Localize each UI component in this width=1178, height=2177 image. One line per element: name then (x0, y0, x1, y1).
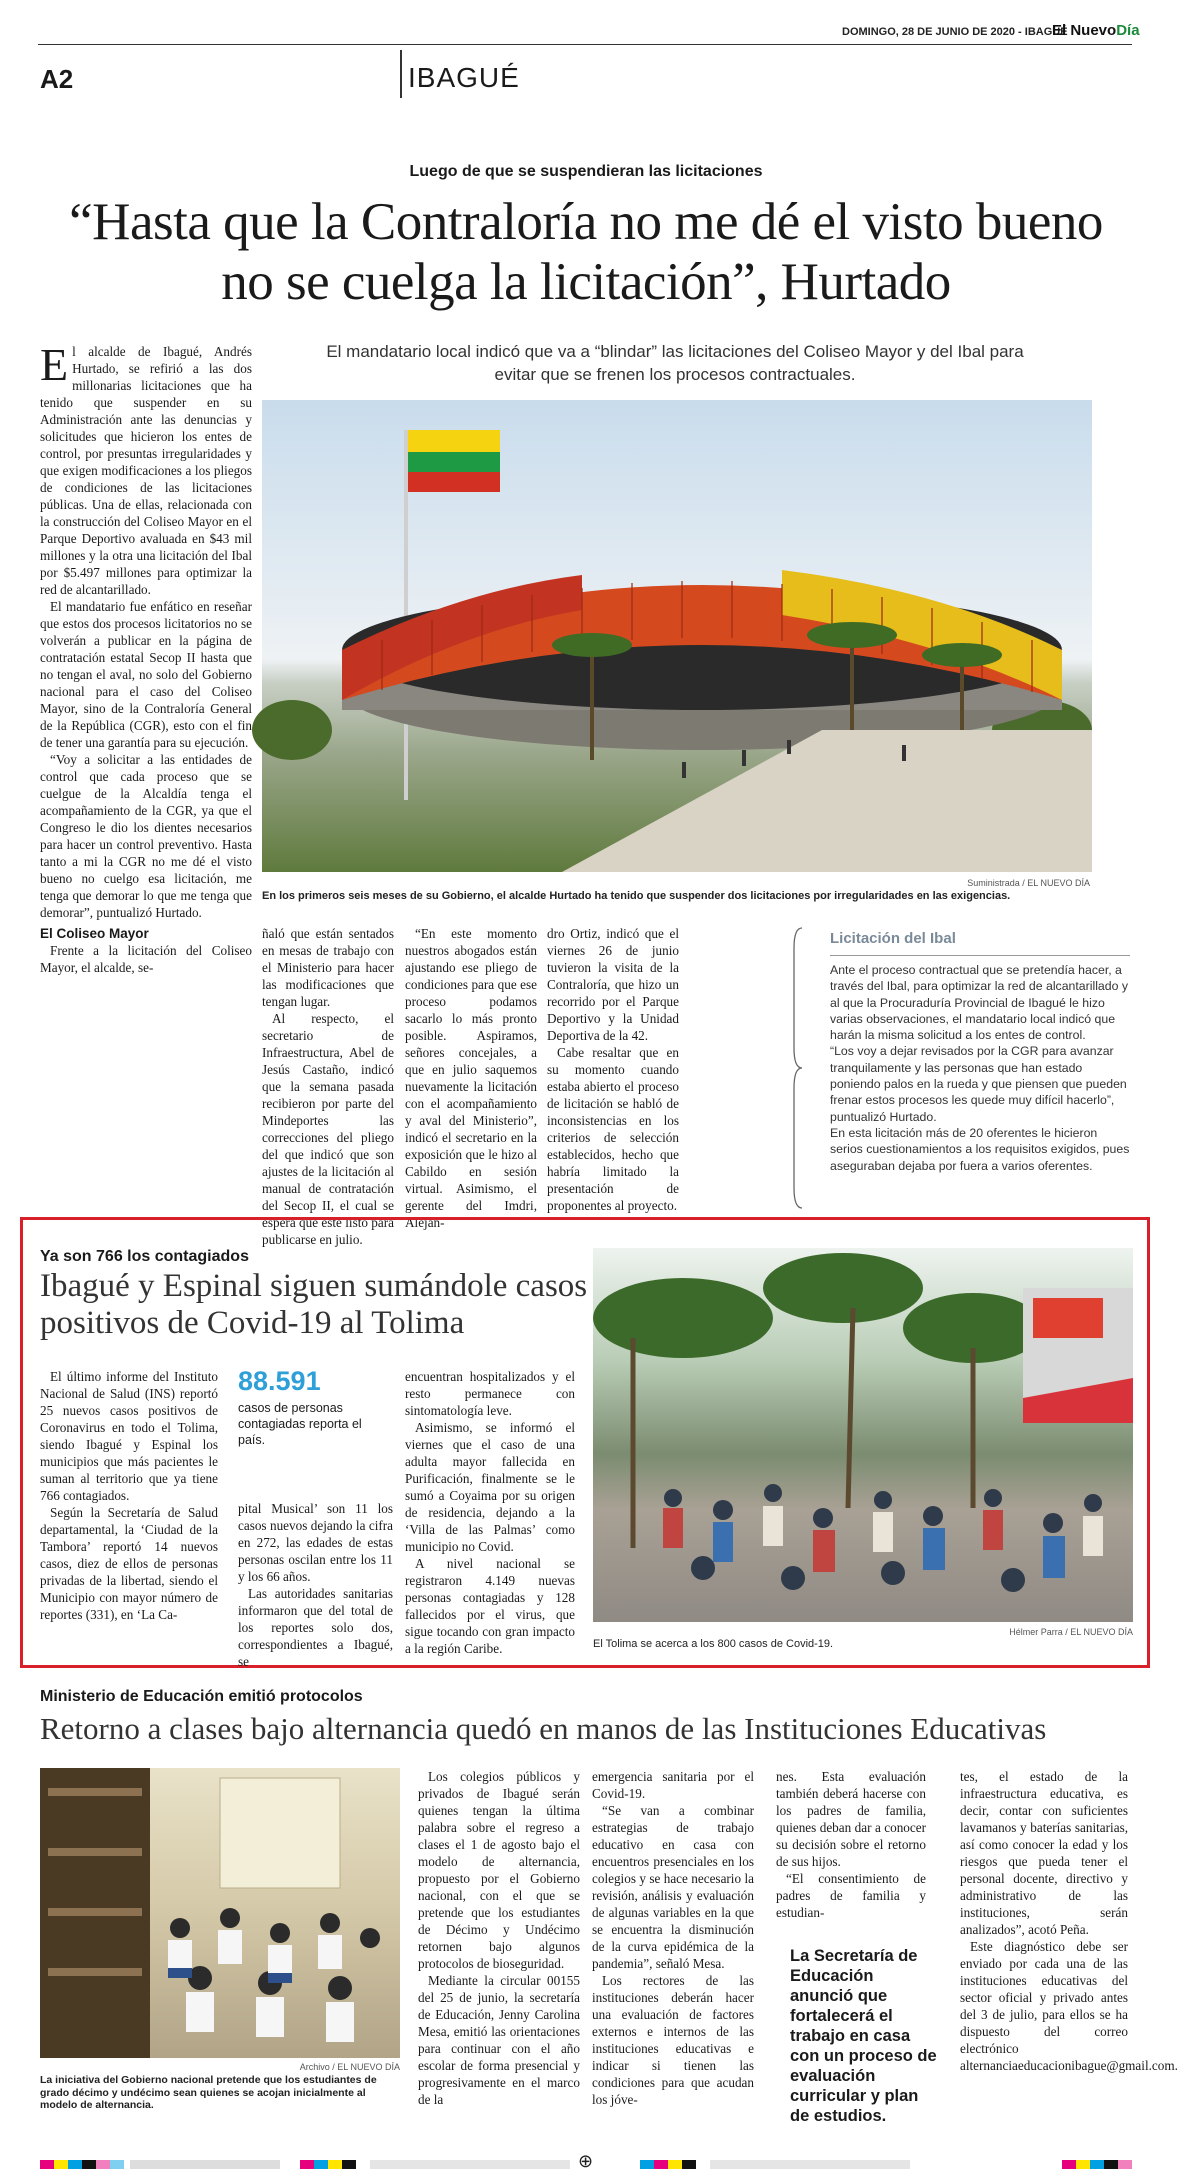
coliseum-photo (262, 400, 1092, 872)
sidebar-text (830, 962, 1130, 1174)
story1-kicker: Luego de que se suspendieran las licitaciones (409, 163, 763, 180)
story3-pullquote: La Secretaría de Educación anunció que fortalecerá el trabajo en casa con un proceso de evaluación curricular y plan de estudios. (790, 1947, 937, 2125)
dropcap: E (40, 339, 69, 390)
sidebar-title: Licitación del Ibal (830, 930, 956, 947)
story1-col1-p1: l alcalde de Ibagué, Andrés Hurtado, se refirió a las dos millonarias licitaciones que ha tenido que suspender en su Administración ante las denuncias y solicitudes que hicieron los entes de control, por presuntas irregularidades y que exigen modificaciones a los pliegos de condiciones de las licitaciones públicas. Una de ellas, relacionada con la construcción del Coliseo Mayor en el Parque Deportivo avaluada en $43 mil millones y la otra una licitación del Ibal por $5.497 millones para optimizar la red de alcantarillado. (40, 344, 252, 597)
story2-kicker: Ya son 766 los contagiados (40, 1248, 249, 1265)
story3-col1-p2: Mediante la circular 00155 del 25 de junio, la secretaría de Educación, Jenny Carolina Mesa, emitió las orientaciones para continuar con el año escolar de forma presencial y progresivamente en el marco de la (418, 1973, 580, 2107)
story3-column-3 (776, 1768, 926, 1920)
brand-prefix: El Nuevo (1052, 22, 1117, 39)
story1-column-1 (40, 339, 252, 1213)
story3-col2-p3: Los rectores de las instituciones deberán hacer una evaluación de factores externos e internos de las instituciones educativas e indicar si tienen las condiciones para que acudan los jóve- (592, 1973, 754, 2107)
sidebar-rule (830, 955, 1130, 956)
story2-column-1 (40, 1368, 218, 1658)
story2-col3-p3: A nivel nacional se registraron 4.149 nuevas personas contagiadas y 128 fallecidos por el virus, que sigue tocando con gran impacto a la región Caribe. (405, 1556, 575, 1656)
story1-column-2 (262, 925, 394, 1247)
section-divider (400, 50, 402, 98)
story1-col1-p2: El mandatario fue enfático en reseñar que estos dos procesos licitatorios no se volverán a publicar en la página de contratación estatal Secop II hasta que no tengan el aval, no solo del Gobierno nacional para el caso del Coliseo Mayor, sino de la Contraloría General de la República (CGR), esto con el fin de tener una garantía para su ejecución. (40, 599, 252, 750)
story2-stat-number: 88.591 (238, 1366, 321, 1396)
story1-col1-subhead: El Coliseo Mayor (40, 926, 149, 941)
story1-column-4 (547, 925, 679, 1215)
story1-column-3 (405, 925, 537, 1230)
story1-col3-p1: “En este momento nuestros abogados están ajustando ese pliego de condiciones para que ese proceso podamos sacarlo lo más pronto posible. Aspiramos, señores concejales, a que en julio saquemos nuevamente la licitación con el acompañamiento y aval del Ministerio”, indicó el secretario en la exposición que le hizo al Cabildo en sesión virtual. Asimismo, el gerente del Imdri, Alejan- (405, 926, 537, 1230)
story3-column-1 (418, 1768, 580, 2148)
story2-headline: Ibagué y Espinal siguen sumándole casos positivos de Covid-19 al Tolima (40, 1268, 588, 1341)
story1-subhead: El mandatario local indicó que va a “blindar” las licitaciones del Coliseo Mayor y del Ibal para evitar que se frenen los procesos contractuales. (326, 342, 1024, 384)
story3-column-4 (960, 1768, 1178, 2148)
sidebar-bracket (792, 928, 806, 1208)
story1-headline: “Hasta que la Contraloría no me dé el visto bueno no se cuelga la licitación”, Hurtado (69, 193, 1103, 311)
registration-mark-icon: ⊕ (578, 2151, 594, 2172)
story2-col3-p1: encuentran hospitalizados y el resto permanece con sintomatología leve. (405, 1369, 575, 1418)
street-illustration (593, 1248, 1133, 1622)
story2-col1-p2: Según la Secretaría de Salud departamental, la ‘Ciudad de la Tambora’ reportó 14 nuevos casos, diez de ellos de personas privadas de la libertad, siendo el Municipio con mayor número de reportes (331), en ‘La Ca- (40, 1505, 218, 1622)
story2-col1-p1: El último informe del Instituto Nacional de Salud (INS) reportó 25 nuevos casos positivos de Coronavirus en todo el Tolima, siendo Ibagué y Espinal los municipios que más pacientes le suman al territorio que ya tiene 766 contagiados. (40, 1369, 218, 1503)
story1-photo-credit: Suministrada / EL NUEVO DÍA (967, 878, 1090, 888)
story2-column-3 (405, 1368, 575, 1660)
story1-col4-p2: Cabe resaltar que en su momento cuando estaba abierto el proceso de licitación se habló de inconsistencias en los criterios de selección establecidos, hecho que habría limitado la presentación de proponentes al proyecto. (547, 1045, 679, 1213)
story2-stat-text: casos de personas contagiadas reporta el país. (238, 1401, 362, 1447)
sidebar-p3: En esta licitación más de 20 oferentes le hicieron serios cuestionamientos a los requisitos exigidos, pues aseguraban dejaba por fuera a varios oferentes. (830, 1125, 1130, 1173)
story3-col4-p1: tes, el estado de la infraestructura educativa, es decir, contar con suficientes lavamanos y baterías sanitarias, así como conocer la edad y los riesgos que pueda tener el personal docente, directivo y administrativo de las instituciones, serán analizados”, acotó Peña. (960, 1769, 1128, 1937)
street-crowd-photo (593, 1248, 1133, 1622)
story2-col3-p2: Asimismo, se informó el viernes que el caso de una adulta mayor fallecida en Purificación, finalmente se le sumó a Coyaima por su origen de residencia, dejando a la ‘Villa de las Palmas’ como municipio no Covid. (405, 1420, 575, 1554)
story1-col4-p1: dro Ortiz, indicó que el viernes 26 de junio tuvieron la visita de la Contraloría, que hizo un recorrido por el Parque Deportivo y la Unidad Deportiva de la 42. (547, 926, 679, 1043)
story1-col2-p1: ñaló que están sentados en mesas de trabajo con el Ministerio para hacer las modificaciones que tengan lugar. (262, 926, 394, 1009)
story1-photo-caption: En los primeros seis meses de su Gobierno, el alcalde Hurtado ha tenido que suspender dos licitaciones por irregularidades en las exigencias. (262, 890, 1011, 902)
sidebar-p2: “Los voy a dejar revisados por la CGR para avanzar tranquilamente y las personas que han estado poniendo palos en la rueda y que piensen que pueden frenar estos procesos les quede muy difícil hacerlo”, puntualizó Hurtado. (830, 1044, 1127, 1124)
date-line: DOMINGO, 28 DE JUNIO DE 2020 - IBAGUÉ (842, 26, 1068, 38)
brand-suffix: Día (1116, 22, 1140, 39)
story3-column-2 (592, 1768, 754, 2148)
classroom-photo (40, 1768, 400, 2058)
story3-col2-p1: emergencia sanitaria por el Covid-19. (592, 1769, 754, 1801)
story2-col2-p1: pital Musical’ son 11 los casos nuevos dejando la cifra en 272, las edades de estas personas oscilan entre los 11 y los 66 años. (238, 1501, 393, 1584)
story3-col3-p1: nes. Esta evaluación también deberá hacerse con los padres de familia, quienes deban dar a conocer su decisión sobre el retorno de sus hijos. (776, 1769, 926, 1869)
story3-photo-caption: La iniciativa del Gobierno nacional pretende que los estudiantes de grado décimo y undécimo sean quienes se acojan inicialmente al modelo de alternancia. (40, 2074, 377, 2111)
story3-headline: Retorno a clases bajo alternancia quedó en manos de las Instituciones Educativas (40, 1711, 1047, 1746)
section-title: IBAGUÉ (408, 62, 520, 93)
story3-kicker: Ministerio de Educación emitió protocolos (40, 1688, 363, 1705)
story3-col4-p2: Este diagnóstico debe ser enviado por cada una de las instituciones educativas del sector oficial y privado antes del 3 de julio, para ellos se ha dispuesto del correo electrónico alternanciaeducacionibague@gmail.com. (960, 1939, 1178, 2073)
story1-col2-p2: Al respecto, el secretario de Infraestructura, Abel de Jesús Castaño, indicó que la semana pasada recibieron por parte del Mindeportes las correcciones del pliego del que indicó que son ajustes de la licitación al manual de contratación del Secop II, el cual se espera que esté listo para publicarse en julio. (262, 1011, 394, 1247)
story3-col1-p1: Los colegios públicos y privados de Ibagué serán quienes tengan la última palabra sobre el regreso a clases el 1 de agosto bajo el modelo de alternancia, propuesto por el Gobierno nacional, con el que se pretende que los estudiantes de Décimo y Undécimo retornen bajo algunos protocolos de bioseguridad. (418, 1769, 580, 1971)
story2-col2-p2: Las autoridades sanitarias informaron que del total de los reportes solo dos, correspondientes a Ibagué, se (238, 1586, 393, 1669)
story2-photo-credit: Hélmer Parra / EL NUEVO DÍA (1009, 1627, 1133, 1637)
sidebar-p1: Ante el proceso contractual que se pretendía hacer, a través del Ibal, para optimizar la red de alcantarillado y al que la Procuraduría Provincial de Ibagué le hizo varias observaciones, el mandatario local indicó que harán la misma solicitud a los entes de control. (830, 963, 1129, 1043)
header-rule (38, 44, 1132, 45)
classroom-illustration (40, 1768, 400, 2058)
story1-col1-p3: “Voy a solicitar a las entidades de control que cada proceso que se cuelgue de la Alcaldía tenga el acompañamiento de la CGR, ya que el Congreso le dio los dientes necesarios para hacer un control preventivo. Hasta tanto a mi la CGR no me dé el visto bueno no cuelgo esa licitación, me tenga que demorar lo que me tenga que demorar”, puntualizó Hurtado. (40, 752, 252, 920)
story3-col3-p2: “El consentimiento de padres de familia y estudian- (776, 1871, 926, 1920)
story1-col1-p4: Frente a la licitación del Coliseo Mayor, el alcalde, se- (40, 943, 252, 975)
page-number: A2 (40, 64, 74, 94)
brand-logo (1052, 22, 1140, 39)
coliseum-illustration (262, 400, 1092, 872)
story3-photo-credit: Archivo / EL NUEVO DÍA (299, 2062, 400, 2072)
story2-photo-caption: El Tolima se acerca a los 800 casos de Covid-19. (593, 1638, 834, 1650)
story2-column-2 (238, 1500, 393, 1669)
story3-col2-p2: “Se van a combinar estrategias de trabajo educativo en casa con encuentros presenciales en los colegios y se hace necesario la revisión, análisis y evaluación de algunas variables en la que se encuentra la disminución de la curva epidémica de la pandemia”, señaló Mesa. (592, 1803, 754, 1971)
